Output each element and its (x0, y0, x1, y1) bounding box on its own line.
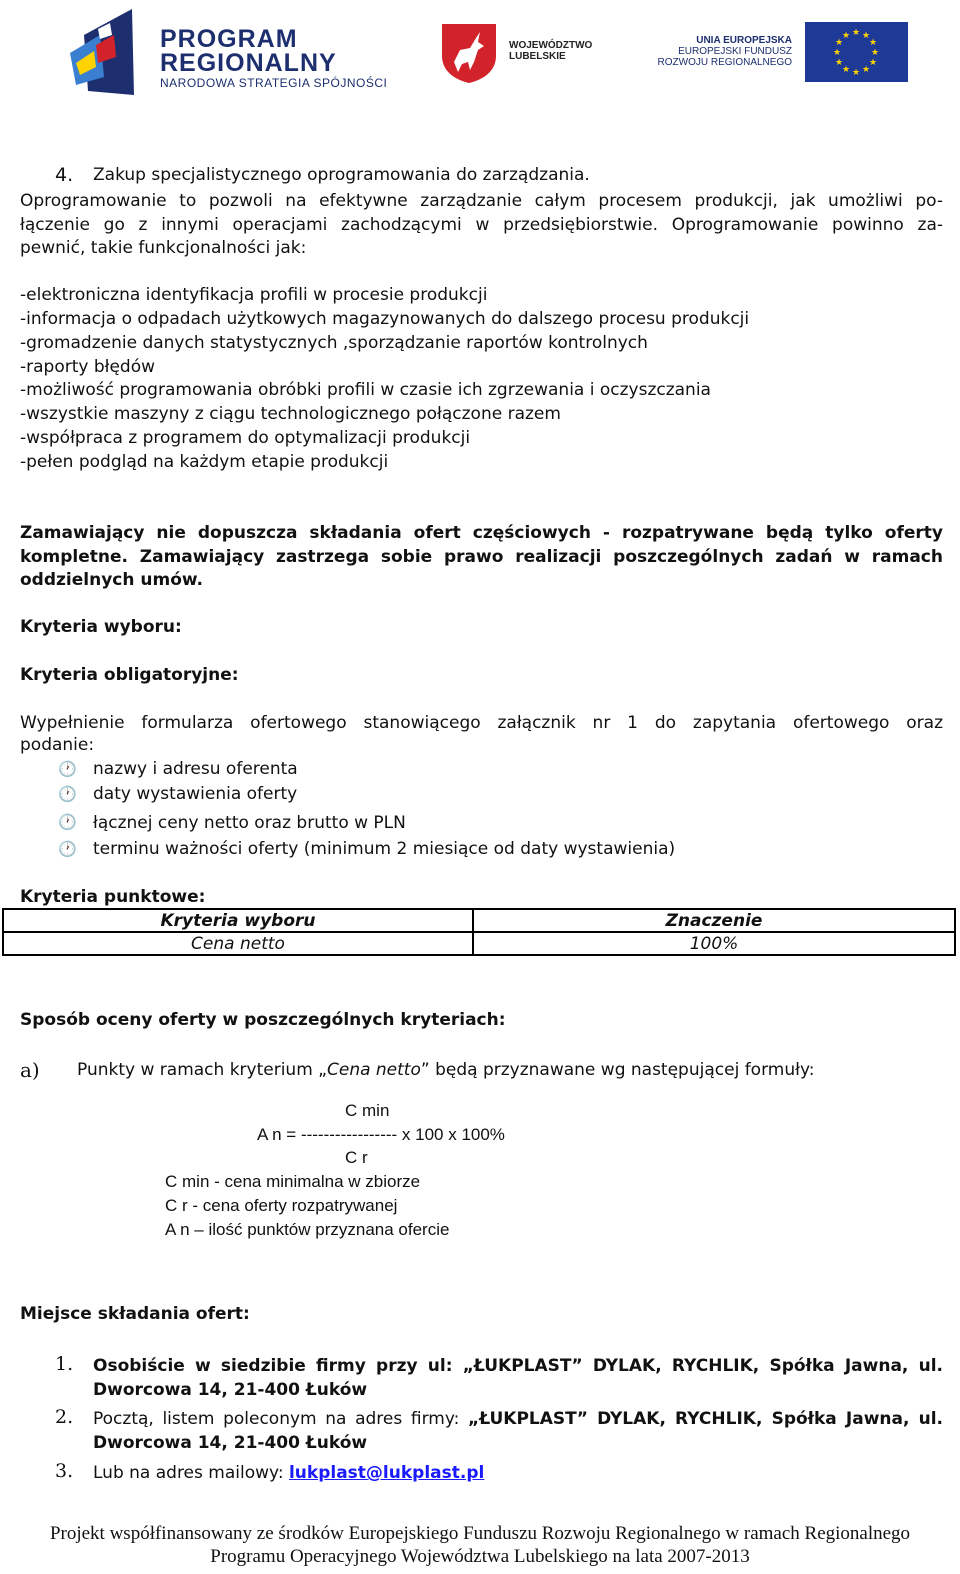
submission-item-text: Dworcowa 14, 21-400 Łuków (93, 1433, 368, 1453)
submission-number: 2. (55, 1406, 74, 1428)
formula-numerator: C min (345, 1101, 390, 1120)
table-header-cell: Znaczenie (473, 909, 955, 932)
svg-text:★: ★ (851, 68, 861, 78)
lubelskie-crest-icon (440, 22, 498, 84)
eu-flag-icon (805, 22, 908, 82)
submission-item-text: Osobiście w siedzibie firmy przy ul: „ŁUKPLAST” DYLAK, RYCHLIK, Spółka Jawna, ul. (93, 1356, 943, 1376)
program-title-line2: REGIONALNY (160, 49, 337, 77)
submission-number: 1. (55, 1353, 74, 1375)
feature-item: -pełen podgląd na każdym etapie produkcji (20, 452, 389, 472)
svg-text:★: ★ (861, 65, 871, 75)
voivodeship-line2: LUBELSKIE (509, 51, 566, 62)
evaluation-item-text (77, 1060, 815, 1080)
submission-heading: Miejsce składania ofert: (20, 1304, 250, 1324)
program-subtitle: NARODOWA STRATEGIA SPÓJNOŚCI (160, 76, 388, 90)
svg-text:★: ★ (832, 48, 842, 58)
table-header-cell: Kryteria wyboru (3, 909, 473, 932)
svg-text:★: ★ (834, 38, 844, 48)
submission-item-text: Pocztą, listem poleconym na adres firmy: „ŁUKPLAST” DYLAK, RYCHLIK, Spółka Jawna, ul. (93, 1409, 943, 1429)
svg-text:★: ★ (841, 31, 851, 41)
table-cell: 100% (473, 932, 955, 955)
table-header-row (3, 909, 955, 932)
formula-legend-item: C min - cena minimalna w zbiorze (165, 1172, 421, 1191)
feature-item: -raporty błędów (20, 357, 156, 377)
footer-line1: Projekt współfinansowany ze środków Europejskiego Funduszu Rozwoju Regionalnego w ramach Regionalnego (49, 1523, 911, 1544)
svg-text:★: ★ (834, 58, 844, 68)
criteria-table (2, 908, 956, 956)
submission-item-text: Dworcowa 14, 21-400 Łuków (93, 1380, 368, 1400)
feature-item: -gromadzenie danych statystycznych ,sporządzanie raportów kontrolnych (20, 333, 648, 353)
formula-legend-item: A n – ilość punktów przyznana ofercie (165, 1220, 450, 1239)
evaluation-text-before: Punkty w ramach kryterium „ (77, 1060, 327, 1080)
item4-title: Zakup specjalistycznego oprogramowania do zarządzania. (93, 165, 590, 185)
feature-item: -współpraca z programem do optymalizacji produkcji (20, 428, 471, 448)
mandatory-item: terminu ważności oferty (minimum 2 miesiące od daty wystawienia) (93, 839, 676, 859)
notice-line3: oddzielnych umów. (20, 570, 203, 590)
mandatory-criteria-heading: Kryteria obligatoryjne: (20, 665, 239, 685)
header-logos (0, 0, 960, 110)
svg-text:★: ★ (870, 48, 880, 58)
item4-paragraph-line1: Oprogramowanie to pozwoli na efektywne zarządzanie całym procesem produkcji, jak umożliwi po- (20, 191, 943, 211)
table-row (3, 932, 955, 955)
criteria-heading: Kryteria wyboru: (20, 617, 182, 637)
program-regionalny-logo-icon (70, 5, 140, 100)
submission-number: 3. (55, 1460, 74, 1482)
points-criteria-heading: Kryteria punktowe: (20, 887, 206, 907)
eu-line2: EUROPEJSKI FUNDUSZ (678, 46, 792, 57)
table-cell: Cena netto (3, 932, 473, 955)
voivodeship-line1: WOJEWÓDZTWO (509, 40, 593, 51)
mandatory-item: nazwy i adresu oferenta (93, 759, 298, 779)
program-title-line1: PROGRAM (160, 25, 298, 53)
formula-main: A n = ----------------- x 100 x 100% (257, 1125, 505, 1144)
formula-denominator: C r (345, 1148, 368, 1167)
feature-item: -możliwość programowania obróbki profili w czasie ich zgrzewania i oczyszczania (20, 380, 711, 400)
mandatory-item: daty wystawienia oferty (93, 784, 298, 804)
evaluation-text-after: ” będą przyznawane wg następującej formuły: (420, 1060, 815, 1080)
feature-item: -elektroniczna identyfikacja profili w procesie produkcji (20, 285, 488, 305)
formula-legend-item: C r - cena oferty rozpatrywanej (165, 1196, 398, 1215)
item4-paragraph-line2: łączenie go z innymi operacjami zachodzącymi w przedsiębiorstwie. Oprogramowanie powinno za- (20, 215, 943, 235)
clock-icon: 🕐 (58, 813, 77, 831)
mandatory-item: łącznej ceny netto oraz brutto w PLN (93, 813, 406, 833)
clock-icon: 🕐 (58, 840, 77, 858)
feature-item: -wszystkie maszyny z ciągu technologicznego połączone razem (20, 404, 561, 424)
mandatory-intro-line1: Wypełnienie formularza ofertowego stanowiącego załącznik nr 1 do zapytania ofertowego oraz (20, 713, 943, 733)
footer-line2: Programu Operacyjnego Województwa Lubelskiego na lata 2007-2013 (210, 1546, 750, 1567)
notice-line2: kompletne. Zamawiający zastrzega sobie prawo realizacji poszczególnych zadań w ramach (20, 547, 943, 567)
evaluation-heading: Sposób oceny oferty w poszczególnych kryteriach: (20, 1010, 506, 1030)
svg-text:★: ★ (851, 28, 861, 38)
clock-icon: 🕐 (58, 760, 77, 778)
feature-item: -informacja o odpadach użytkowych magazynowanych do dalszego procesu produkcji (20, 309, 750, 329)
clock-icon: 🕐 (58, 785, 77, 803)
svg-text:★: ★ (868, 38, 878, 48)
eu-line3: ROZWOJU REGIONALNEGO (657, 57, 792, 68)
item4-number: 4. (55, 164, 74, 186)
evaluation-text-criterion: Cena netto (326, 1060, 421, 1080)
submission-item-3 (93, 1463, 484, 1483)
evaluation-item-label: a) (20, 1058, 40, 1082)
mandatory-intro-line2: podanie: (20, 735, 95, 755)
item4-paragraph-line3: pewnić, takie funkcjonalności jak: (20, 238, 307, 258)
submission-item-text: Lub na adres mailowy: (93, 1463, 289, 1483)
email-link[interactable]: lukplast@lukplast.pl (288, 1463, 485, 1483)
svg-text:★: ★ (868, 58, 878, 68)
svg-text:★: ★ (861, 31, 871, 41)
eu-line1: UNIA EUROPEJSKA (696, 35, 792, 46)
svg-text:★: ★ (841, 65, 851, 75)
notice-line1: Zamawiający nie dopuszcza składania ofert częściowych - rozpatrywane będą tylko oferty (20, 523, 943, 543)
